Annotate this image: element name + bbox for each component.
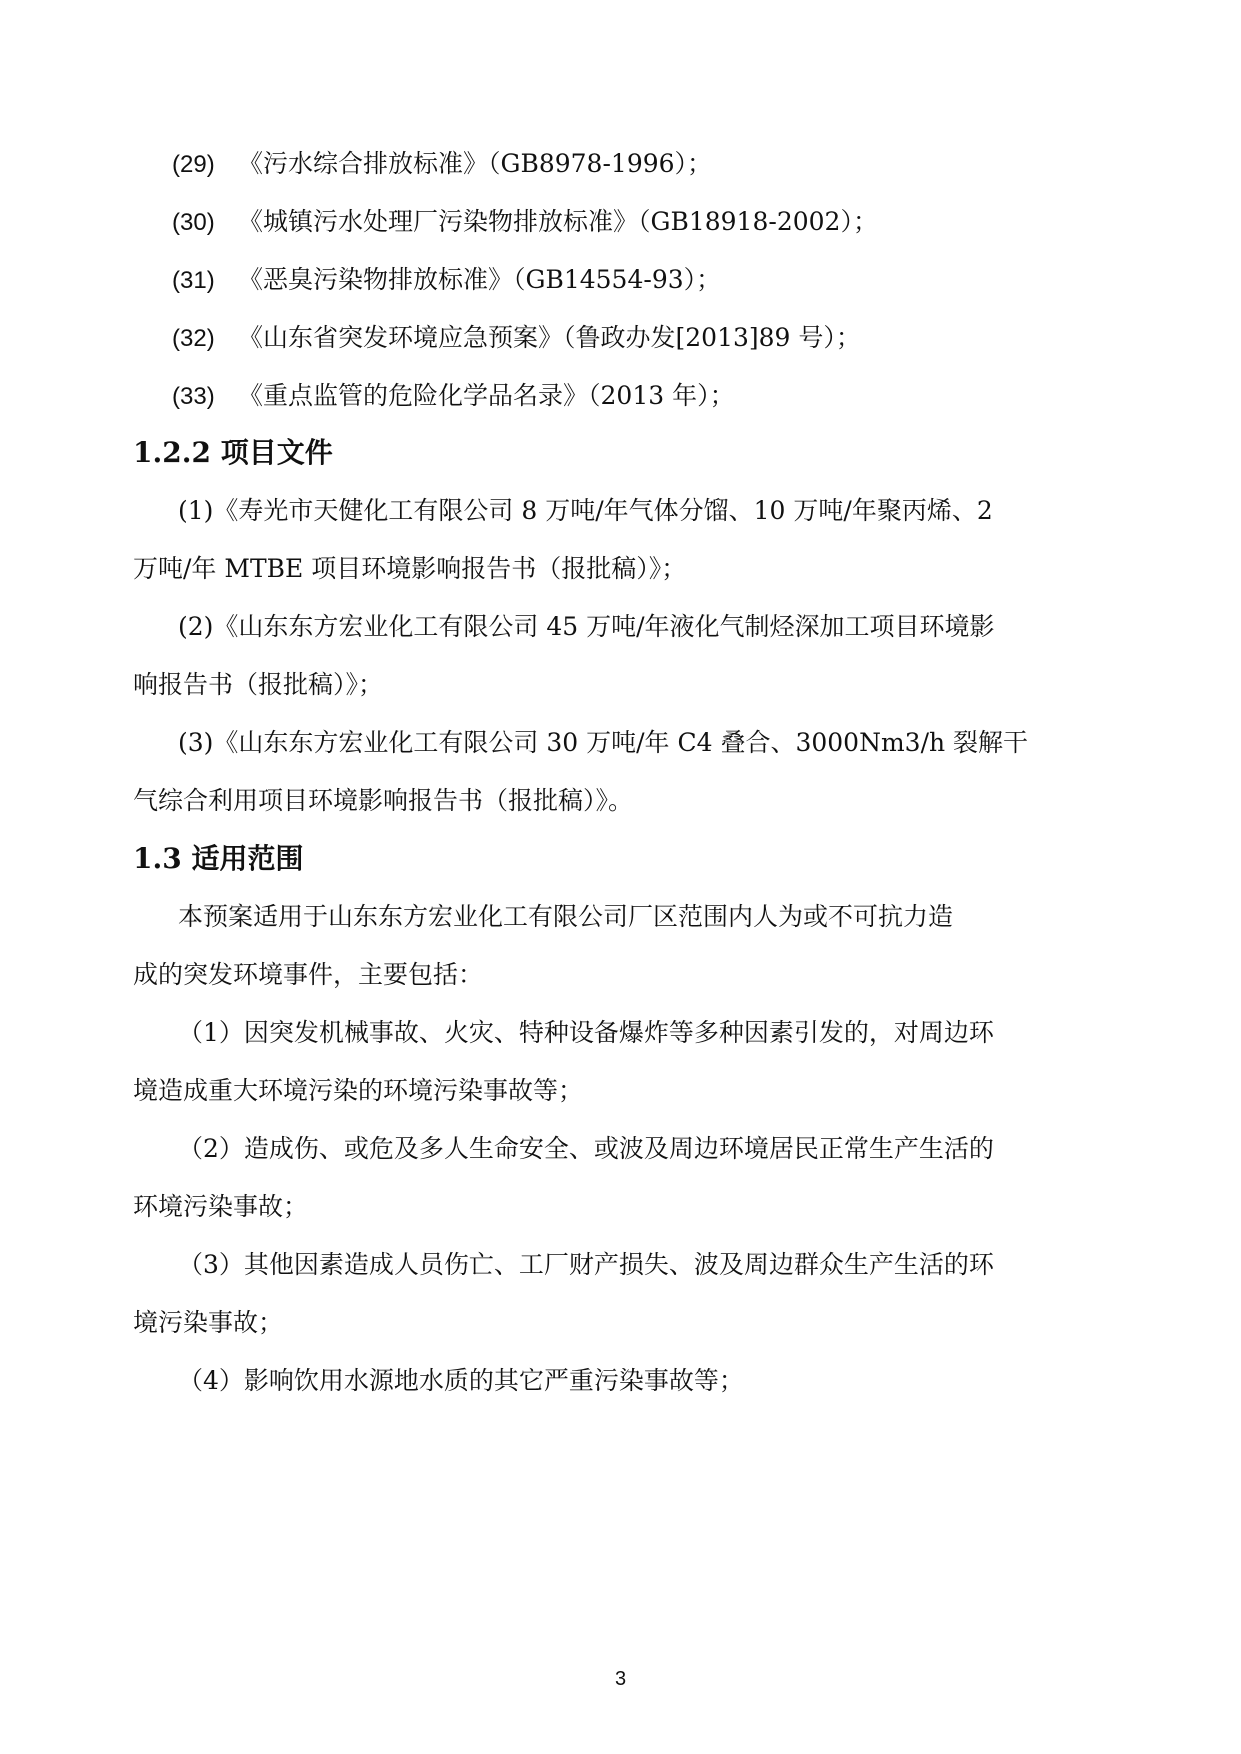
standard-number: (29) bbox=[172, 151, 215, 178]
scope-item-line: （4）影响饮用水源地水质的其它严重污染事故等； bbox=[178, 1366, 744, 1395]
scope-item-line: （2）造成伤、或危及多人生命安全、或波及周边环境居民正常生产生活的 bbox=[178, 1134, 994, 1163]
scope-item-line: 境造成重大环境污染的环境污染事故等； bbox=[133, 1076, 584, 1105]
section-heading-1-3: 1.3 适用范围 bbox=[133, 842, 304, 875]
project-document-line: (3)《山东东方宏业化工有限公司 30 万吨/年 C4 叠合、3000Nm3/h 裂解干 bbox=[178, 728, 1029, 757]
standard-text: 《城镇污水处理厂污染物排放标准》（GB18918-2002）； bbox=[238, 207, 878, 236]
standard-item bbox=[172, 379, 735, 414]
standard-text: 《恶臭污染物排放标准》（GB14554-93）； bbox=[238, 265, 722, 294]
standard-item bbox=[172, 147, 712, 182]
scope-intro-line: 本预案适用于山东东方宏业化工有限公司厂区范围内人为或不可抗力造 bbox=[178, 902, 954, 931]
project-document-line: 气综合利用项目环境影响报告书（报批稿）》。 bbox=[133, 786, 634, 815]
standard-item bbox=[172, 263, 721, 298]
page-number: 3 bbox=[614, 1668, 627, 1690]
standard-text: 《山东省突发环境应急预案》（鲁政办发[2013]89 号）； bbox=[238, 323, 861, 352]
scope-item-line: 环境污染事故； bbox=[133, 1192, 309, 1221]
scope-item-line: （1）因突发机械事故、火灾、特种设备爆炸等多种因素引发的，对周边环 bbox=[178, 1018, 994, 1047]
project-document-line: (2)《山东东方宏业化工有限公司 45 万吨/年液化气制烃深加工项目环境影 bbox=[178, 612, 995, 641]
project-document-line: 万吨/年 MTBE 项目环境影响报告书（报批稿）》； bbox=[133, 554, 687, 583]
section-heading-1-2-2: 1.2.2 项目文件 bbox=[133, 436, 333, 469]
standard-item bbox=[172, 205, 878, 240]
standard-number: (33) bbox=[172, 383, 215, 410]
standard-number: (30) bbox=[172, 209, 215, 236]
scope-item-line: 境污染事故； bbox=[133, 1308, 284, 1337]
standard-text: 《污水综合排放标准》（GB8978-1996）； bbox=[238, 149, 713, 178]
standard-text: 《重点监管的危险化学品名录》（2013 年）； bbox=[238, 381, 735, 410]
scope-intro-line: 成的突发环境事件，主要包括： bbox=[133, 960, 484, 989]
project-document-line: (1)《寿光市天健化工有限公司 8 万吨/年气体分馏、10 万吨/年聚丙烯、2 bbox=[178, 496, 993, 525]
standard-number: (32) bbox=[172, 325, 215, 352]
standard-number: (31) bbox=[172, 267, 215, 294]
scope-item-line: （3）其他因素造成人员伤亡、工厂财产损失、波及周边群众生产生活的环 bbox=[178, 1250, 994, 1279]
standard-item bbox=[172, 321, 861, 356]
project-document-line: 响报告书（报批稿）》； bbox=[133, 670, 384, 699]
